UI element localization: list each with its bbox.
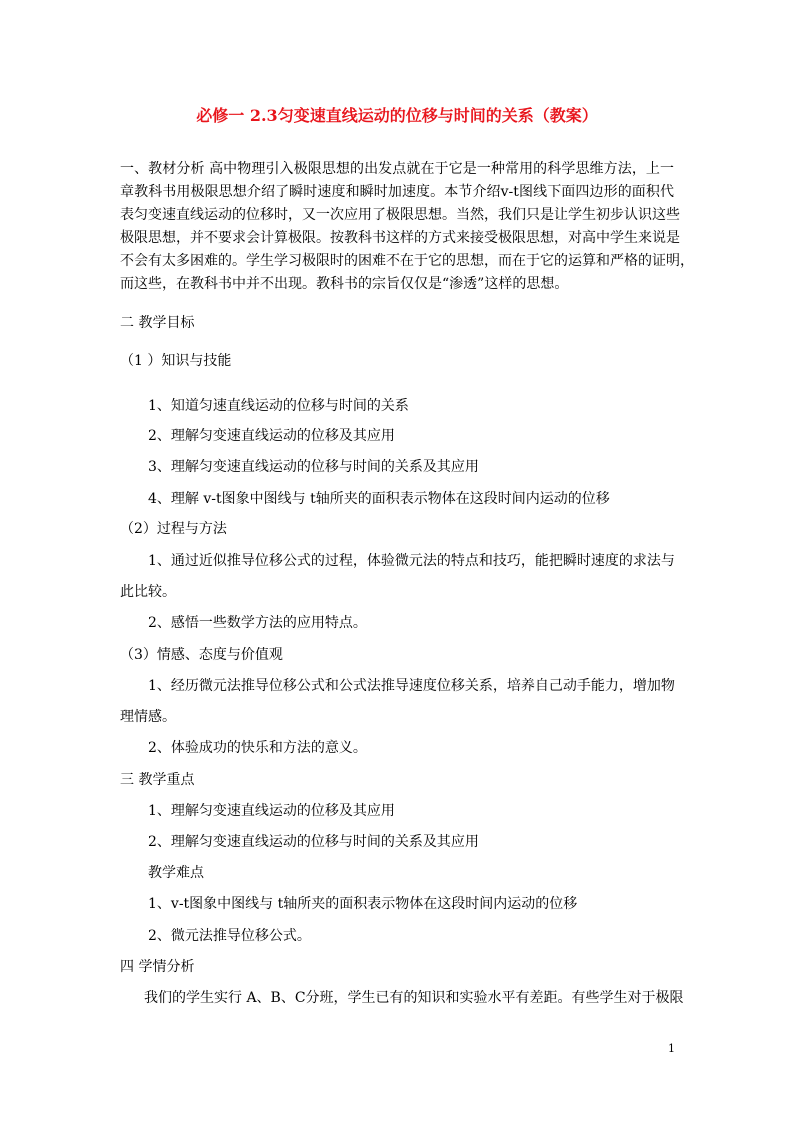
goal-attitude-item-1-line-2: 理情感。 bbox=[120, 709, 176, 725]
goal-knowledge-item-4: 4、理解 v-t图象中图线与 t轴所夹的面积表示物体在这段时间内运动的位移 bbox=[148, 491, 610, 507]
goal-process-item-1-line-2: 此比较。 bbox=[120, 584, 176, 600]
section1-line-4: 极限思想，并不要求会计算极限。按教科书这样的方式来接受极限思想，对高中学生来说是 bbox=[120, 230, 680, 246]
section2-sub2-heading: （2）过程与方法 bbox=[120, 521, 227, 537]
page-number: 1 bbox=[668, 1042, 675, 1055]
section1-line-6: 而这些，在教科书中并不出现。教科书的宗旨仅仅是“渗透”这样的思想。 bbox=[120, 276, 569, 292]
key-point-item-2: 2、理解匀变速直线运动的位移与时间的关系及其应用 bbox=[148, 834, 479, 850]
goal-attitude-item-2: 2、体验成功的快乐和方法的意义。 bbox=[148, 740, 367, 756]
section1-line-1: 一、教材分析 高中物理引入极限思想的出发点就在于它是一种常用的科学思维方法，上一 bbox=[120, 161, 674, 177]
goal-knowledge-item-2: 2、理解匀变速直线运动的位移及其应用 bbox=[148, 428, 395, 444]
goal-process-item-2: 2、感悟一些数学方法的应用特点。 bbox=[148, 615, 367, 631]
section2-sub3-heading: （3）情感、态度与价值观 bbox=[120, 647, 283, 663]
difficulty-item-1: 1、v-t图象中图线与 t轴所夹的面积表示物体在这段时间内运动的位移 bbox=[148, 896, 578, 912]
goal-process-item-1-line-1: 1、通过近似推导位移公式的过程，体验微元法的特点和技巧，能把瞬时速度的求法与 bbox=[148, 553, 675, 569]
goal-attitude-item-1-line-1: 1、经历微元法推导位移公式和公式法推导速度位移关系，培养自己动手能力，增加物 bbox=[148, 678, 675, 694]
section2-sub1-heading: （1 ）知识与技能 bbox=[120, 353, 232, 369]
goal-knowledge-item-3: 3、理解匀变速直线运动的位移与时间的关系及其应用 bbox=[148, 459, 479, 475]
difficulty-heading: 教学难点 bbox=[148, 865, 204, 881]
section4-line-1: 我们的学生实行 A、B、C分班，学生已有的知识和实验水平有差距。有些学生对于极限 bbox=[144, 990, 684, 1006]
document-title: 必修一 2.3匀变速直线运动的位移与时间的关系（教案） bbox=[196, 106, 598, 125]
difficulty-item-2: 2、微元法推导位移公式。 bbox=[148, 928, 311, 944]
section1-line-2: 章教科书用极限思想介绍了瞬时速度和瞬时加速度。本节介绍v-t图线下面四边形的面积代 bbox=[120, 184, 674, 200]
key-point-item-1: 1、理解匀变速直线运动的位移及其应用 bbox=[148, 803, 395, 819]
section4-heading: 四 学情分析 bbox=[120, 959, 195, 975]
section3-heading: 三 教学重点 bbox=[120, 772, 195, 788]
section1-line-5: 不会有太多困难的。学生学习极限时的困难不在于它的思想，而在于它的运算和严格的证明， bbox=[120, 253, 694, 269]
goal-knowledge-item-1: 1、知道匀速直线运动的位移与时间的关系 bbox=[148, 398, 409, 414]
section2-heading: 二 教学目标 bbox=[120, 315, 195, 331]
section1-line-3: 表匀变速直线运动的位移时，又一次应用了极限思想。当然，我们只是让学生初步认识这些 bbox=[120, 207, 680, 223]
